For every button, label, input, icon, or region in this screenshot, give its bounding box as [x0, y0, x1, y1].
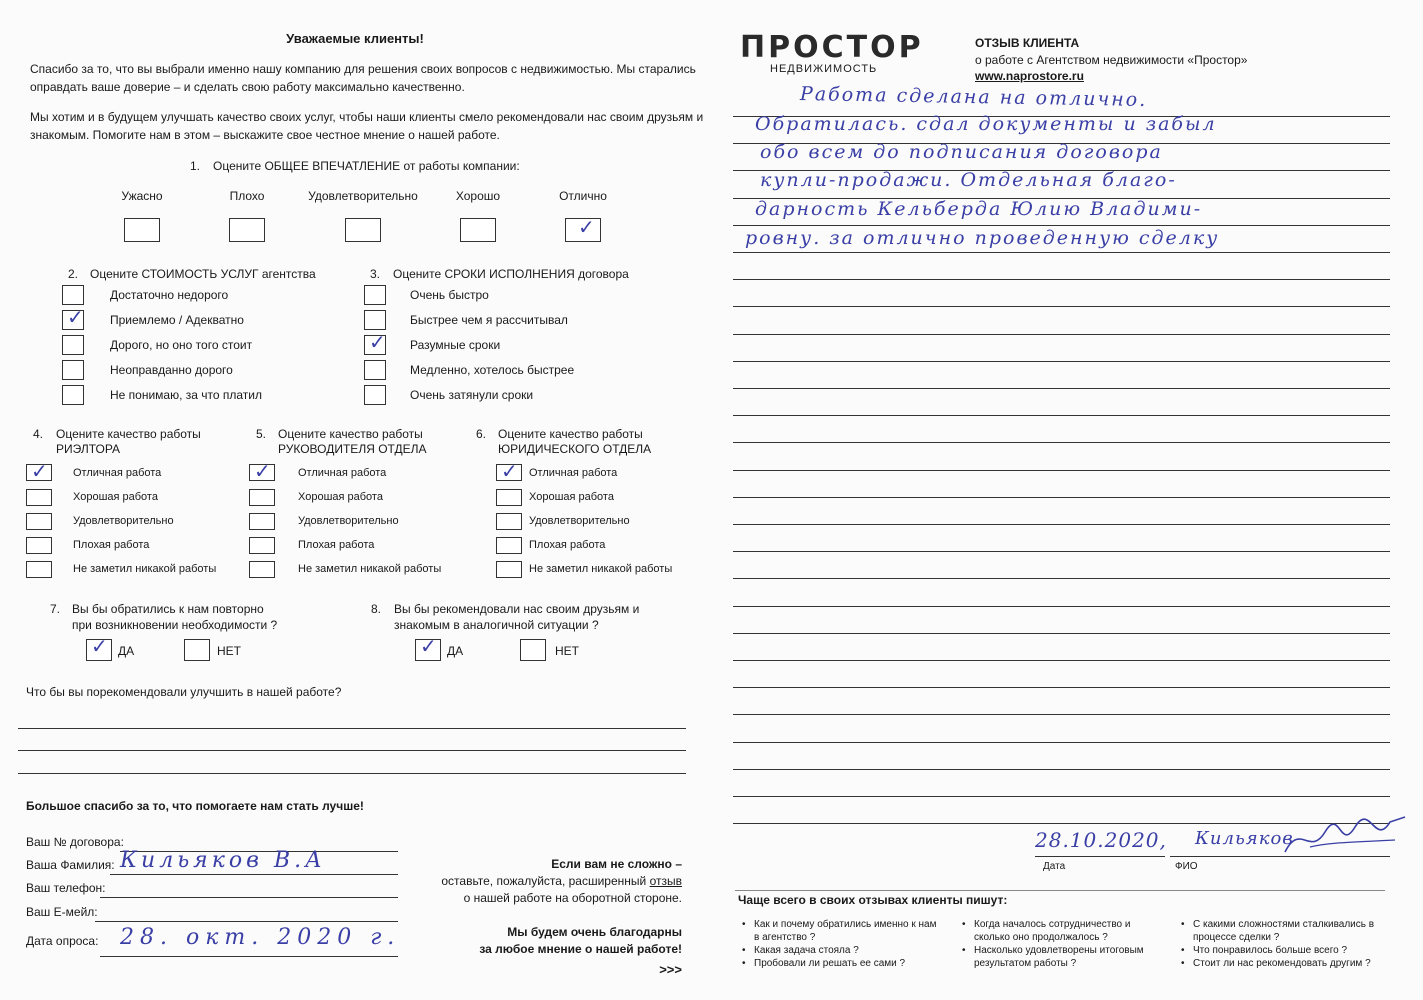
review-link[interactable]: отзыв [649, 874, 682, 888]
writing-line[interactable] [18, 750, 686, 751]
writing-line[interactable] [18, 773, 686, 774]
tip-item: • Какая задача стояла ? [754, 944, 944, 957]
q5-checkbox[interactable] [249, 561, 275, 578]
review-line: обо всем до подписания договора [760, 141, 1163, 163]
tip-item: • Стоит ли нас рекомендовать другим ? [1193, 957, 1383, 970]
writing-line[interactable] [733, 470, 1390, 471]
review-line: Обратилась. сдал документы и забыл [755, 113, 1217, 135]
date-label: Дата [1043, 861, 1066, 872]
q2-option-label: Не понимаю, за что платил [110, 388, 263, 402]
date-line[interactable] [1035, 856, 1165, 857]
q3-option-label: Очень затянули сроки [410, 388, 534, 402]
q4-checkbox[interactable] [26, 459, 52, 483]
writing-line[interactable] [733, 361, 1390, 362]
q6-checkbox[interactable] [496, 459, 522, 483]
check-mark-icon: ✓ [91, 634, 108, 658]
q8-title: Вы бы рекомендовали нас своим друзьям и [394, 602, 640, 616]
q7-title: Вы бы обратились к нам повторно [72, 602, 264, 616]
writing-line[interactable] [733, 551, 1390, 552]
q1-title: Оцените ОБЩЕЕ ВПЕЧАТЛЕНИЕ от работы компании: [213, 159, 520, 173]
writing-line[interactable] [733, 633, 1390, 634]
q2-checkbox[interactable] [62, 305, 84, 330]
cta-line-2 [400, 874, 682, 888]
check-mark-icon: ✓ [501, 459, 518, 483]
phone-field[interactable] [100, 897, 398, 898]
review-line: купли-продажи. Отдельная благо- [760, 169, 1177, 191]
q1-option-label: Удовлетворительно [308, 189, 418, 203]
q6-option-label: Отличная работа [529, 467, 618, 479]
q5-checkbox[interactable] [249, 537, 275, 554]
q1-checkbox-awful[interactable] [124, 218, 160, 242]
q2-checkbox[interactable] [62, 360, 84, 380]
q6-option-label: Не заметил никакой работы [529, 563, 673, 575]
q4-option-label: Удовлетворительно [73, 515, 174, 527]
review-line: ровну. за отлично проведенную сделку [745, 227, 1220, 249]
q4-checkbox[interactable] [26, 537, 52, 554]
writing-line[interactable] [733, 497, 1390, 498]
cta-line-2-text: оставьте, пожалуйста, расширенный [441, 874, 650, 888]
q1-option-label: Ужасно [121, 189, 163, 203]
signature-icon [1280, 812, 1410, 862]
improve-question: Что бы вы порекомендовали улучшить в нашей работе? [26, 685, 342, 699]
writing-line[interactable] [733, 388, 1390, 389]
q5-option-label: Плохая работа [298, 539, 375, 551]
q4-option-label: Не заметил никакой работы [73, 563, 217, 575]
writing-line[interactable] [733, 306, 1390, 307]
q5-title: Оцените качество работы [278, 427, 423, 441]
q4-option-label: Отличная работа [73, 467, 162, 479]
intro-line-1: Спасибо за то, что вы выбрали именно нашу компанию для решения своих вопросов с недвижимостью. Мы старались [30, 62, 696, 76]
q1-option-label: Хорошо [455, 189, 501, 203]
q3-option-label: Медленно, хотелось быстрее [410, 363, 575, 377]
q1-checkbox-satisfactory[interactable] [345, 218, 381, 242]
q6-checkbox[interactable] [496, 561, 522, 578]
tips-title: Чаще всего в своих отзывах клиенты пишут: [738, 893, 1008, 907]
logo [740, 30, 924, 75]
greeting: Уважаемые клиенты! [286, 31, 424, 46]
q5-option-label: Хорошая работа [298, 491, 383, 503]
check-mark-icon: ✓ [369, 330, 386, 354]
q6-title: Оцените качество работы [498, 427, 643, 441]
writing-line[interactable] [733, 279, 1390, 280]
cta-line-1: Если вам не сложно – [551, 857, 682, 871]
fio-label: ФИО [1175, 861, 1198, 872]
q8-no-label: НЕТ [555, 644, 579, 658]
q7-yes-label: ДА [118, 644, 135, 658]
q1-option-label: Отлично [559, 189, 607, 203]
q2-option-label: Приемлемо / Адекватно [110, 313, 244, 327]
q6-option-label: Удовлетворительно [529, 515, 630, 527]
q8-number: 8. [371, 602, 382, 616]
q8-no-checkbox[interactable] [520, 639, 546, 661]
writing-line[interactable] [733, 742, 1390, 743]
writing-line[interactable] [18, 728, 686, 729]
q4-checkbox[interactable] [26, 561, 52, 578]
surname-field[interactable] [110, 874, 398, 875]
tip-item: • Пробовали ли решать ее сами ? [754, 957, 944, 970]
review-subtitle: о работе с Агентством недвижимости «Простор» [975, 53, 1248, 67]
q7-yes-checkbox[interactable] [86, 634, 112, 661]
website-link[interactable]: www.naprostore.ru [975, 69, 1084, 83]
signature-name: Кильяков [1195, 828, 1294, 849]
q8-yes-label: ДА [447, 644, 464, 658]
q3-checkbox[interactable] [364, 360, 386, 380]
q1-checkbox-good[interactable] [460, 218, 496, 242]
review-title: ОТЗЫВ КЛИЕНТА [975, 36, 1080, 50]
tip-item: • Что понравилось больше всего ? [1193, 944, 1383, 957]
q6-title-subject: ЮРИДИЧЕСКОГО ОТДЕЛА [498, 442, 652, 456]
thanks-text: Большое спасибо за то, что помогаете нам стать лучше! [26, 799, 364, 813]
cta-line-5: за любое мнение о нашей работе! [479, 942, 682, 956]
q4-number: 4. [33, 427, 44, 441]
tip-item: • Как и почему обратились именно к нам в агентство ? [754, 918, 944, 944]
q4-checkbox[interactable] [26, 489, 52, 506]
logo-subtitle: НЕДВИЖИМОСТЬ [770, 63, 878, 75]
q3-checkbox[interactable] [364, 285, 386, 305]
writing-line[interactable] [733, 606, 1390, 607]
divider [735, 890, 1385, 891]
writing-line[interactable] [733, 334, 1390, 335]
check-mark-icon: ✓ [578, 215, 595, 239]
q5-checkbox[interactable] [249, 489, 275, 506]
q5-title-subject: РУКОВОДИТЕЛЯ ОТДЕЛА [278, 442, 427, 456]
q5-number: 5. [256, 427, 267, 441]
q3-checkbox[interactable] [364, 330, 386, 355]
date-field[interactable] [100, 956, 398, 957]
q1-number: 1. [190, 159, 201, 173]
q2-checkbox[interactable] [62, 285, 84, 305]
q2-number: 2. [68, 267, 79, 281]
date-label: Дата опроса: [26, 934, 99, 948]
q2-checkbox[interactable] [62, 385, 84, 405]
q6-number: 6. [476, 427, 487, 441]
q4-title-subject: РИЭЛТОРА [56, 442, 121, 456]
q3-option-label: Разумные сроки [410, 338, 501, 352]
writing-line[interactable] [733, 524, 1390, 525]
intro-line-3: Мы хотим и в будущем улучшать качество своих услуг, чтобы наши клиенты смело рекомендовали нас своим друзьям и [30, 110, 704, 124]
q3-option-label: Очень быстро [410, 288, 489, 302]
q2-option-label: Неоправданно дорого [110, 363, 233, 377]
q4-option-label: Хорошая работа [73, 491, 158, 503]
email-field[interactable] [95, 921, 398, 922]
q3-checkbox[interactable] [364, 310, 386, 330]
phone-label: Ваш телефон: [26, 881, 106, 895]
q4-checkbox[interactable] [26, 513, 52, 530]
q6-checkbox[interactable] [496, 489, 522, 506]
q7-no-checkbox[interactable] [184, 639, 210, 661]
tip-item: • Когда началось сотрудничество и сколько оно продолжалось ? [974, 918, 1164, 944]
next-page-arrows[interactable]: >>> [659, 962, 682, 977]
q1-checkbox-excellent[interactable] [565, 215, 601, 242]
q8-title-2: знакомым в аналогичной ситуации ? [394, 618, 599, 632]
q6-checkbox[interactable] [496, 537, 522, 554]
review-line: Работа сделана на отлично. [799, 82, 1148, 112]
q7-number: 7. [50, 602, 61, 616]
q4-option-label: Плохая работа [73, 539, 150, 551]
q6-checkbox[interactable] [496, 513, 522, 530]
writing-line[interactable] [733, 415, 1390, 416]
writing-line[interactable] [733, 769, 1390, 770]
check-mark-icon: ✓ [254, 459, 271, 483]
q8-yes-checkbox[interactable] [415, 634, 441, 661]
q3-option-label: Быстрее чем я рассчитывал [410, 313, 568, 327]
q7-title-2: при возникновении необходимости ? [72, 618, 278, 632]
check-mark-icon: ✓ [31, 459, 48, 483]
cta-line-3: о нашей работе на оборотной стороне. [463, 891, 682, 905]
contract-label: Ваш № договора: [26, 835, 124, 849]
q2-option-label: Достаточно недорого [110, 288, 229, 302]
q2-checkbox[interactable] [62, 335, 84, 355]
q2-option-label: Дорого, но оно того стоит [110, 338, 253, 352]
check-mark-icon: ✓ [420, 634, 437, 658]
check-mark-icon: ✓ [67, 305, 84, 329]
cta-line-4: Мы будем очень благодарны [507, 925, 682, 939]
q3-title: Оцените СРОКИ ИСПОЛНЕНИЯ договора [393, 267, 629, 281]
signature-date: 28.10.2020, [1035, 828, 1167, 852]
date-handwritten: 28. окт. 2020 г. [120, 925, 401, 950]
writing-line[interactable] [733, 796, 1390, 797]
q6-option-label: Хорошая работа [529, 491, 614, 503]
writing-line[interactable] [733, 660, 1390, 661]
tip-item: • Насколько удовлетворены итоговым результатом работы ? [974, 944, 1149, 970]
logo-text: ПРОСТОР [740, 30, 924, 65]
writing-line[interactable] [733, 225, 1390, 226]
q7-no-label: НЕТ [217, 644, 241, 658]
q3-number: 3. [370, 267, 381, 281]
q3-checkbox[interactable] [364, 385, 386, 405]
surname-handwritten: Кильяков В.А [120, 848, 326, 873]
q5-option-label: Не заметил никакой работы [298, 563, 442, 575]
q1-option-label: Плохо [229, 189, 265, 203]
surname-label: Ваша Фамилия: [26, 858, 115, 872]
fio-line[interactable] [1170, 856, 1390, 857]
email-label: Ваш E-мейл: [26, 905, 98, 919]
q5-checkbox[interactable] [249, 459, 275, 483]
tip-item: • С какими сложностями сталкивались в процессе сделки ? [1193, 918, 1383, 944]
writing-line[interactable] [733, 252, 1390, 253]
q2-title: Оцените СТОИМОСТЬ УСЛУГ агентства [90, 267, 316, 281]
writing-line[interactable] [733, 714, 1390, 715]
q6-option-label: Плохая работа [529, 539, 606, 551]
q5-option-label: Отличная работа [298, 467, 387, 479]
q1-checkbox-bad[interactable] [229, 218, 265, 242]
intro-line-2: оправдать ваше доверие – и сделать свою работу максимально качественно. [30, 80, 465, 94]
intro-line-4: знакомым. Помогите нам в этом – выскажите свое честное мнение о нашей работе. [30, 128, 500, 142]
writing-line[interactable] [733, 442, 1390, 443]
review-line: дарность Кельберда Юлию Владими- [755, 198, 1203, 220]
q5-checkbox[interactable] [249, 513, 275, 530]
q5-option-label: Удовлетворительно [298, 515, 399, 527]
q4-title: Оцените качество работы [56, 427, 201, 441]
writing-line[interactable] [733, 687, 1390, 688]
writing-line[interactable] [733, 578, 1390, 579]
